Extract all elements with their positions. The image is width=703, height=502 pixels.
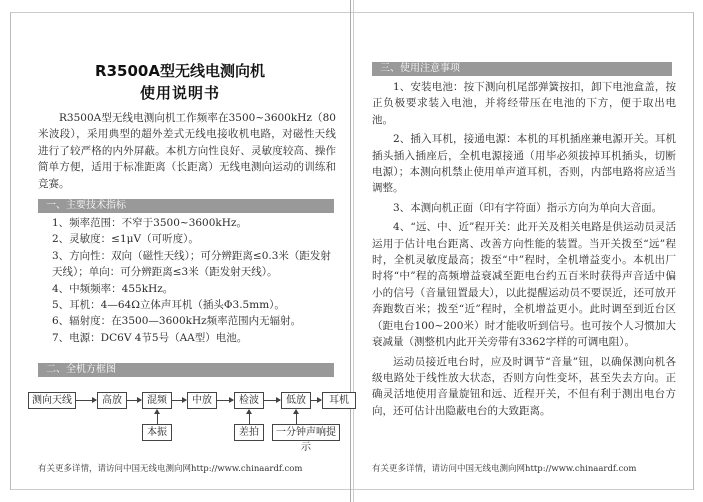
intro-paragraph: R3500A型无线电测向机工作频率在3500~3600kHz（80米波段），采用典型的超外差式无线电接收机电路，对磁性天线进行了较严格的内外屏蔽。本机方向性良好、灵敏度较高、操作简单方便，适用于标准距离（长距离）无线电测向运动的训练和竞赛。 <box>38 112 336 190</box>
block-local-osc: 本振 <box>142 424 172 441</box>
arrow <box>264 400 280 401</box>
right-page-edge <box>690 12 694 490</box>
doc-subtitle: 使用说明书 <box>139 84 220 102</box>
note-item: 2、插入耳机，接通电源：本机的耳机插座兼电源开关。耳机插头插入插座后，全机电源接通（用毕必须拔掉耳机插头，切断电源）；本测向机禁止使用单声道耳机，否则，内部电路将应适当调整。 <box>372 133 676 195</box>
block-af-amp: 低放 <box>281 392 311 409</box>
spec-item: 6、辐射度：在3500—3600kHz频率范围内无辐射。 <box>52 315 302 328</box>
left-page-edge <box>10 12 14 490</box>
block-diagram <box>20 382 349 462</box>
arrow <box>172 400 186 401</box>
block-beat-osc: 差拍 <box>234 424 264 441</box>
section-header-diagram: 二、全机方框图 <box>38 363 334 377</box>
arrow <box>217 400 233 401</box>
spec-item: 1、频率范围：不窄于3500~3600kHz。 <box>52 217 247 229</box>
block-mixer: 混频 <box>142 392 172 409</box>
section-header-notes: 三、使用注意事项 <box>372 62 672 76</box>
spec-item: 4、中频频率：455kHz。 <box>52 282 174 295</box>
block-rf-amp: 高放 <box>97 392 127 409</box>
footer-right: 有关更多详情，请访问中国无线电测向网http://www.chinaardf.com <box>372 464 637 474</box>
spec-list <box>38 215 338 346</box>
spec-item: 3、方向性：双向（磁性天线）；可分辨距离≤0.3米（距发射天线）；单向：可分辨距离≤3米（距发射天线）。 <box>52 249 331 279</box>
note-item: 运动员接近电台时，应及时调节“音量”钮，以确保测向机各级电路处于线性放大状态，否则方向性变坏，甚至失去方向。正确灵活地使用音量旋钮和远、近程开关，不但有利于测出电台方向，还可估计出隐蔽电台的大致距离。 <box>372 355 676 417</box>
note-item: 3、本测向机正面（印有字符面）指示方向为单向大音面。 <box>393 201 663 214</box>
arrow <box>127 400 141 401</box>
arrow <box>311 400 321 401</box>
note-item: 4、“远、中、近”程开关：此开关及相关电路是供运动员灵活运用于估计电台距离、改善方向性能的装置。当开关拨至“远”程时，全机灵敏度最高；拨至“中”程时，全机增益变小。本机出厂时将“中”程的高频增益衰减至距电台约五百米时获得声音适中偏小的信号（音量钮置最大），以此提醒运动员不要误近，还可放开奔跑数百米；拨至“近”程时，全机增益更小。此时调至到近台区（距电台100~200米）时才能收听到信号。也可按个人习惯加大衰减量（测整机内此开关旁带有3362字样的可调电阻）。 <box>372 221 676 349</box>
footer-left: 有关更多详情，请访问中国无线电测向网http://www.chinaardf.com <box>38 464 303 474</box>
spec-item: 5、耳机：4—64Ω立体声耳机（插头Φ3.5mm）。 <box>52 299 285 312</box>
block-one-minute-tone: 一分钟声响提示 <box>272 424 340 441</box>
arrow <box>76 400 96 401</box>
arrow <box>157 410 158 424</box>
block-antenna: 测向天线 <box>28 392 76 409</box>
arrow <box>296 410 297 424</box>
block-detector: 检波 <box>234 392 264 409</box>
block-earphone: 耳机 <box>322 392 356 409</box>
block-if-amp: 中放 <box>187 392 217 409</box>
spec-item: 7、电源：DC6V 4节5号（AA型）电池。 <box>52 331 248 344</box>
note-item: 1、安装电池：按下测向机尾部弹簧按扣，卸下电池盒盖，按正负极要求装入电池，并将经带压在电池的下方，便于取出电池。 <box>372 81 676 126</box>
arrow <box>249 410 250 424</box>
section-header-specs: 一、主要技术指标 <box>38 199 334 213</box>
doc-title: R3500A型无线电测向机 <box>95 62 265 80</box>
notes-list <box>372 79 676 422</box>
page-fold <box>350 0 354 502</box>
spec-item: 2、灵敏度：≤1μV（可听度）。 <box>52 233 199 246</box>
